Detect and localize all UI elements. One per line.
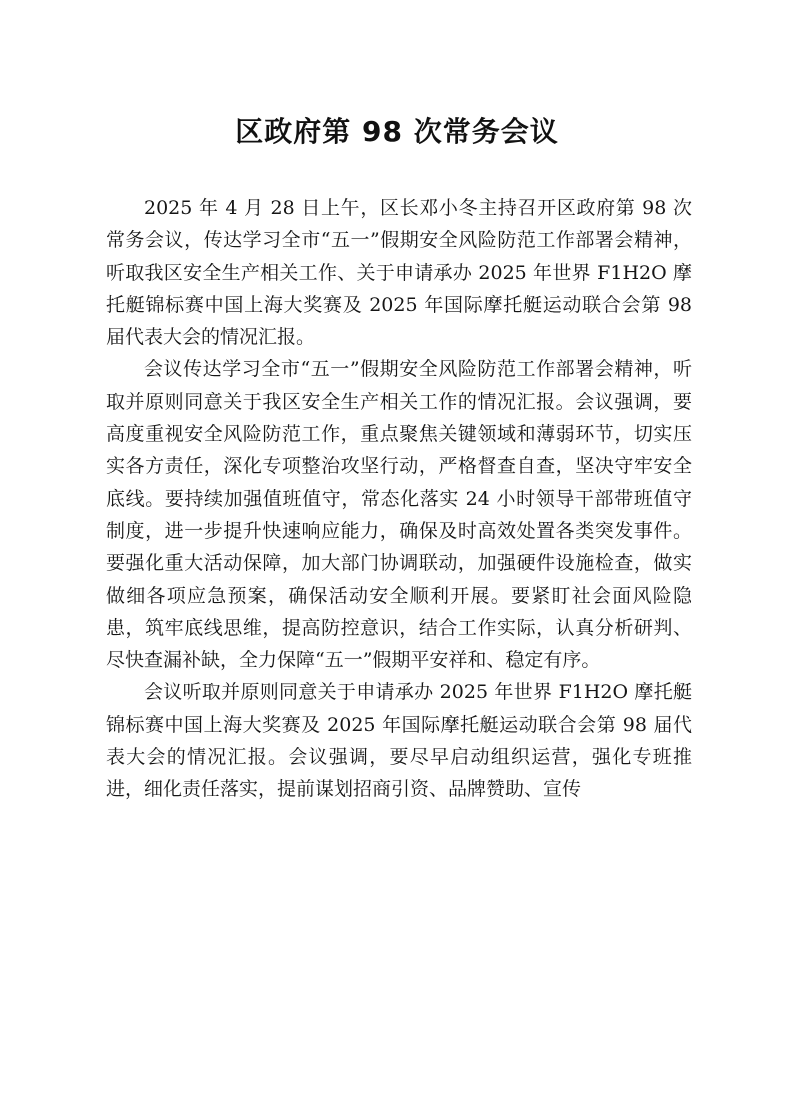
paragraph-3: 会议听取并原则同意关于申请承办 2025 年世界 F1H2O 摩托艇锦标赛中国上海大奖赛及 2025 年国际摩托艇运动联合会第 98 届代表大会的情况汇报。会议强调，要尽早启动组织运营，强化专班推进，细化责任落实，提前谋划招商引资、品牌赞助、宣传	[106, 681, 692, 801]
paragraph-1: 2025 年 4 月 28 日上午，区长邓小冬主持召开区政府第 98 次常务会议，传达学习全市“五一”假期安全风险防范工作部署会精神，听取我区安全生产相关工作、关于申请承办 2025 年世界 F1H2O 摩托艇锦标赛中国上海大奖赛及 2025 年国际摩托艇运动联合会第 98 届代表大会的情况汇报。	[106, 197, 692, 349]
document-body	[106, 192, 692, 806]
document-title: 区政府第 98 次常务会议	[235, 115, 559, 148]
paragraph-2: 会议传达学习全市“五一”假期安全风险防范工作部署会精神，听取并原则同意关于我区安全生产相关工作的情况汇报。会议强调，要高度重视安全风险防范工作，重点聚焦关键领域和薄弱环节，切实压实各方责任，深化专项整治攻坚行动，严格督查自查，坚决守牢安全底线。要持续加强值班值守，常态化落实 24 小时领导干部带班值守制度，进一步提升快速响应能力，确保及时高效处置各类突发事件。要强化重大活动保障，加大部门协调联动，加强硬件设施检查，做实做细各项应急预案，确保活动安全顺利开展。要紧盯社会面风险隐患，筑牢底线思维，提高防控意识，结合工作实际，认真分析研判、尽快查漏补缺，全力保障“五一”假期平安祥和、稳定有序。	[106, 358, 692, 672]
